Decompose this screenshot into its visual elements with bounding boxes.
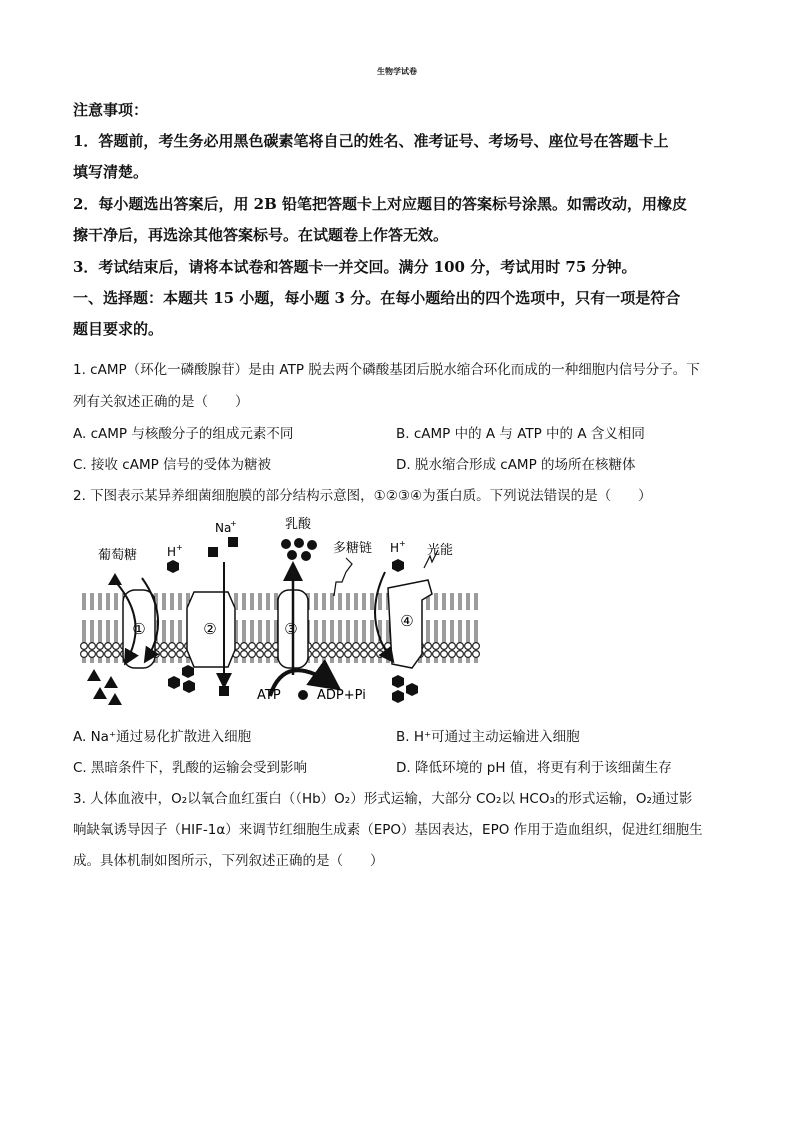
notice-item-1-cont: 填写清楚。: [73, 163, 149, 181]
page-title: 生物学试卷: [377, 66, 417, 76]
q2-option-c: C. 黑暗条件下，乳酸的运输会受到影响: [73, 760, 308, 776]
protein-2-label: ②: [203, 620, 217, 638]
label-h-left-sup: +: [176, 543, 183, 552]
notice-heading: 注意事项：: [73, 101, 149, 119]
section-heading: 一、选择题：本题共 15 小题，每小题 3 分。在每小题给出的四个选项中，只有一项是符合: [73, 289, 681, 307]
h-ion: [182, 665, 194, 678]
q3-stem: 3. 人体血液中，O₂以氧合血红蛋白（（Hb）O₂）形式运输，大部分 CO₂以 HCO₃的形式运输，O₂通过影: [73, 791, 693, 807]
label-atp: ATP: [257, 688, 281, 703]
lactic-molecule: [287, 550, 297, 560]
glucose-molecule: [108, 693, 122, 705]
glucose-molecule: [87, 669, 101, 681]
lactic-molecule: [281, 539, 291, 549]
membrane-diagram: [80, 510, 480, 722]
protein-4-label: ④: [400, 612, 414, 630]
label-h-left: H: [167, 545, 177, 559]
protein-2: [187, 592, 235, 667]
glucose-molecule: [93, 687, 107, 699]
label-glucose: 葡萄糖: [98, 548, 138, 563]
q2-option-d: D. 降低环境的 pH 值，将更有利于该细菌生存: [396, 760, 672, 776]
h-ion: [168, 676, 180, 689]
q3-stem-cont: 响缺氧诱导因子（HIF-1α）来调节红细胞生成素（EPO）基因表达，EPO 作用于造血组织，促进红细胞生: [73, 822, 703, 838]
na-ion: [219, 686, 229, 696]
h-ion: [392, 690, 404, 703]
lactic-molecule: [307, 540, 317, 550]
q1-option-d: D. 脱水缩合形成 cAMP 的场所在核糖体: [396, 457, 636, 473]
notice-item-2-cont: 擦干净后，再选涂其他答案标号。在试题卷上作答无效。: [73, 226, 449, 244]
label-na: Na: [215, 521, 232, 535]
notice-item-1: 1．答题前，考生务必用黑色碳素笔将自己的姓名、准考证号、考场号、座位号在答题卡上: [73, 132, 669, 150]
lactic-molecule: [294, 538, 304, 548]
phosphate-circle: [298, 690, 308, 700]
polysaccharide-chain: [334, 558, 352, 596]
q2-stem: 2. 下图表示某异养细菌细胞膜的部分结构示意图，①②③④为蛋白质。下列说法错误的是（ ）: [73, 488, 652, 504]
q1-stem-cont: 列有关叙述正确的是（ ）: [73, 394, 249, 410]
label-polysaccharide: 多糖链: [333, 541, 373, 556]
lactic-molecule: [301, 551, 311, 561]
section-heading-cont: 题目要求的。: [73, 320, 164, 338]
h-ion: [406, 683, 418, 696]
q3-stem-cont-2: 成。具体机制如图所示，下列叙述正确的是（ ）: [73, 853, 384, 869]
h-ion: [183, 680, 195, 693]
label-adp: ADP+Pi: [317, 688, 366, 703]
h-ion: [167, 560, 179, 573]
label-lactic: 乳酸: [285, 517, 312, 532]
notice-item-3: 3．考试结束后，请将本试卷和答题卡一并交回。满分 100 分，考试用时 75 分钟。: [73, 258, 637, 276]
protein-3-label: ③: [284, 620, 298, 638]
q2-option-a: A. Na⁺通过易化扩散进入细胞: [73, 729, 252, 745]
q1-option-c: C. 接收 cAMP 信号的受体为糖被: [73, 457, 272, 473]
label-na-sup: +: [230, 519, 237, 528]
label-h-right: H: [390, 541, 400, 555]
na-ion: [228, 537, 238, 547]
q1-stem: 1. cAMP（环化一磷酸腺苷）是由 ATP 脱去两个磷酸基团后脱水缩合环化而成的一种细胞内信号分子。下: [73, 362, 700, 378]
q2-option-b: B. H⁺可通过主动运输进入细胞: [396, 729, 580, 745]
q1-option-a: A. cAMP 与核酸分子的组成元素不同: [73, 426, 294, 442]
h-ion: [392, 559, 404, 572]
label-h-right-sup: +: [399, 539, 406, 548]
glucose-molecule: [104, 676, 118, 688]
label-light: 光能: [427, 543, 454, 558]
h-ion: [392, 675, 404, 688]
glucose-molecule: [108, 573, 122, 585]
notice-item-2: 2．每小题选出答案后，用 2B 铅笔把答题卡上对应题目的答案标号涂黑。如需改动，用橡皮: [73, 195, 688, 213]
na-ion: [208, 547, 218, 557]
q1-option-b: B. cAMP 中的 A 与 ATP 中的 A 含义相同: [396, 426, 645, 442]
protein-1-label: ①: [132, 620, 146, 638]
